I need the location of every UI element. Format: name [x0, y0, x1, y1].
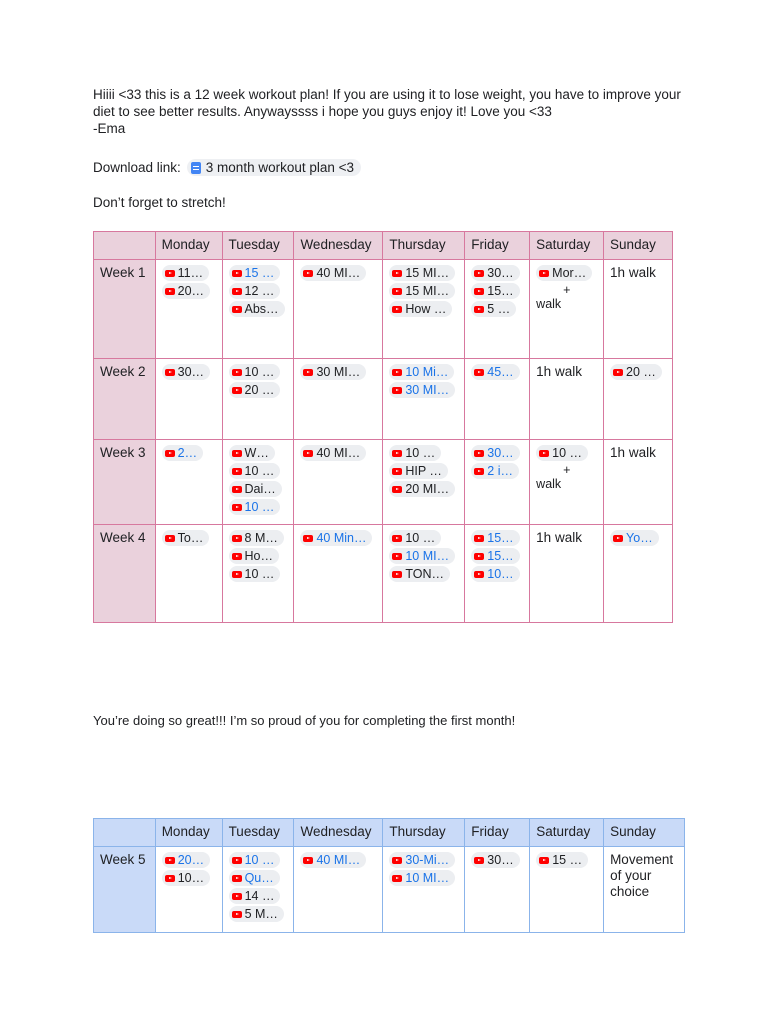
- day-cell: [222, 847, 294, 933]
- youtube-video-chip[interactable]: [389, 445, 441, 461]
- youtube-video-chip[interactable]: [229, 530, 284, 546]
- youtube-icon: [474, 857, 484, 864]
- youtube-icon: [165, 857, 175, 864]
- youtube-icon: [392, 486, 402, 493]
- youtube-video-chip[interactable]: [229, 283, 281, 299]
- video-title: 20 …: [244, 383, 275, 397]
- video-title: 30 MI…: [316, 365, 361, 379]
- day-cell: [530, 260, 604, 359]
- day-cell: [383, 525, 465, 623]
- youtube-icon: [392, 468, 402, 475]
- youtube-video-chip[interactable]: [162, 265, 209, 281]
- video-title: 20…: [177, 284, 205, 298]
- youtube-icon: [165, 875, 175, 882]
- youtube-icon: [474, 553, 484, 560]
- day-cell: [465, 359, 530, 440]
- week-row: [94, 847, 685, 933]
- youtube-video-chip[interactable]: [536, 445, 588, 461]
- youtube-icon: [232, 486, 242, 493]
- youtube-video-chip[interactable]: [162, 445, 203, 461]
- day-header: Saturday: [530, 232, 604, 260]
- youtube-icon: [232, 553, 242, 560]
- video-title: W…: [244, 446, 269, 460]
- youtube-icon: [474, 535, 484, 542]
- youtube-video-chip[interactable]: [471, 566, 519, 582]
- youtube-icon: [474, 306, 484, 313]
- day-cell: [465, 440, 530, 525]
- video-title: Qu…: [244, 871, 274, 885]
- activity-text: Movement of your choice: [610, 852, 674, 899]
- youtube-video-chip[interactable]: [229, 548, 279, 564]
- youtube-icon: [232, 369, 242, 376]
- video-title: 10 MI…: [405, 549, 450, 563]
- video-title: 10 …: [405, 446, 436, 460]
- header-row: [94, 232, 673, 260]
- youtube-icon: [539, 450, 549, 457]
- youtube-video-chip[interactable]: [471, 301, 516, 317]
- day-header: Friday: [465, 819, 530, 847]
- youtube-video-chip[interactable]: [162, 283, 210, 299]
- youtube-icon: [232, 504, 242, 511]
- day-cell: [155, 359, 222, 440]
- youtube-video-chip[interactable]: [471, 265, 519, 281]
- day-cell: [222, 260, 294, 359]
- video-title: How …: [405, 302, 447, 316]
- day-header: Thursday: [383, 232, 465, 260]
- youtube-video-chip[interactable]: [389, 382, 455, 398]
- day-cell: [530, 440, 604, 525]
- walk-text: walk: [536, 297, 562, 311]
- video-title: 40 MI…: [316, 446, 361, 460]
- video-title: 30-Mi…: [405, 853, 450, 867]
- day-cell: [294, 260, 383, 359]
- month1-table: [93, 231, 673, 623]
- video-title: 30…: [487, 266, 514, 280]
- activity-text: 1h walk: [536, 530, 582, 545]
- youtube-icon: [232, 270, 242, 277]
- video-title: 10…: [177, 871, 205, 885]
- day-cell: [383, 359, 465, 440]
- youtube-video-chip[interactable]: [471, 463, 519, 479]
- youtube-icon: [165, 369, 175, 376]
- download-row: [93, 159, 361, 176]
- video-title: 15 …: [552, 853, 583, 867]
- week-row: [94, 440, 673, 525]
- doc-link-label: 3 month workout plan <3: [205, 160, 355, 175]
- corner-cell: [94, 819, 156, 847]
- walk-text: walk: [536, 477, 562, 491]
- youtube-video-chip[interactable]: [229, 265, 281, 281]
- youtube-video-chip[interactable]: [610, 364, 662, 380]
- youtube-icon: [232, 535, 242, 542]
- youtube-icon: [232, 450, 242, 457]
- youtube-video-chip[interactable]: [162, 852, 210, 868]
- youtube-video-chip[interactable]: [389, 364, 454, 380]
- video-title: Dai…: [244, 482, 276, 496]
- week-label: Week 4: [94, 525, 156, 623]
- youtube-icon: [613, 369, 623, 376]
- youtube-icon: [165, 288, 175, 295]
- youtube-video-chip[interactable]: [162, 530, 210, 546]
- video-title: 5 …: [487, 302, 511, 316]
- video-title: 30…: [177, 365, 205, 379]
- video-title: 30…: [487, 853, 514, 867]
- video-title: 15 …: [244, 266, 275, 280]
- video-title: 11…: [177, 266, 204, 280]
- video-title: 15…: [487, 284, 514, 298]
- youtube-video-chip[interactable]: [300, 852, 366, 868]
- video-title: 40 MI…: [316, 853, 361, 867]
- day-header: Tuesday: [222, 232, 294, 260]
- youtube-video-chip[interactable]: [389, 283, 455, 299]
- video-title: 2…: [177, 446, 198, 460]
- youtube-video-chip[interactable]: [389, 463, 448, 479]
- day-header: Friday: [465, 232, 530, 260]
- youtube-icon: [232, 387, 242, 394]
- youtube-video-chip[interactable]: [300, 445, 366, 461]
- video-title: 10 …: [244, 464, 275, 478]
- video-title: 40 Min…: [316, 531, 367, 545]
- activity-text: 1h walk: [610, 445, 656, 460]
- video-title: 10 Mi…: [405, 365, 449, 379]
- youtube-icon: [392, 875, 402, 882]
- day-cell: [530, 525, 604, 623]
- video-title: 20 MI…: [405, 482, 450, 496]
- youtube-video-chip[interactable]: [300, 265, 366, 281]
- intro-text: [93, 86, 683, 137]
- video-title: 14 …: [244, 889, 275, 903]
- youtube-icon: [539, 857, 549, 864]
- youtube-icon: [474, 270, 484, 277]
- corner-cell: [94, 232, 156, 260]
- video-title: 45…: [487, 365, 514, 379]
- youtube-video-chip[interactable]: [229, 445, 275, 461]
- week-row: [94, 359, 673, 440]
- video-title: 5 M…: [244, 907, 278, 921]
- youtube-video-chip[interactable]: [389, 481, 455, 497]
- youtube-video-chip[interactable]: [471, 283, 519, 299]
- youtube-video-chip[interactable]: [229, 566, 281, 582]
- youtube-video-chip[interactable]: [162, 364, 210, 380]
- youtube-video-chip[interactable]: [471, 445, 519, 461]
- week-label: Week 3: [94, 440, 156, 525]
- day-cell: [383, 847, 465, 933]
- intro-paragraph: Hiiii <33 this is a 12 week workout plan! If you are using it to lose weight, you have to improve your diet to see better results. Anywayssss i hope you guys enjoy it! Love you <33: [93, 87, 681, 119]
- plus-sign: +: [563, 283, 571, 297]
- plus-sign: +: [563, 463, 571, 477]
- youtube-icon: [474, 571, 484, 578]
- video-title: 30 MI…: [405, 383, 450, 397]
- video-title: 10 …: [552, 446, 583, 460]
- encouragement-text: You’re doing so great!!! I’m so proud of you for completing the first month!: [93, 713, 516, 728]
- day-header: Monday: [155, 232, 222, 260]
- video-title: Ho…: [244, 549, 273, 563]
- day-header: Wednesday: [294, 819, 383, 847]
- video-title: To…: [177, 531, 204, 545]
- youtube-video-chip[interactable]: [229, 463, 281, 479]
- day-header: Thursday: [383, 819, 465, 847]
- youtube-icon: [303, 369, 313, 376]
- youtube-video-chip[interactable]: [471, 364, 519, 380]
- youtube-video-chip[interactable]: [471, 530, 519, 546]
- video-title: 20 …: [626, 365, 656, 379]
- youtube-icon: [165, 535, 175, 542]
- day-cell: [294, 359, 383, 440]
- video-title: 12 …: [244, 284, 275, 298]
- youtube-video-chip[interactable]: [389, 530, 441, 546]
- youtube-video-chip[interactable]: [471, 852, 519, 868]
- youtube-icon: [303, 535, 313, 542]
- youtube-icon: [232, 893, 242, 900]
- youtube-icon: [474, 450, 484, 457]
- youtube-video-chip[interactable]: [610, 530, 659, 546]
- video-title: 10 …: [244, 365, 275, 379]
- youtube-video-chip[interactable]: [229, 888, 281, 904]
- youtube-video-chip[interactable]: [300, 530, 372, 546]
- day-cell: [294, 525, 383, 623]
- youtube-icon: [232, 875, 242, 882]
- day-cell: [155, 847, 222, 933]
- video-title: 15 MI…: [405, 284, 450, 298]
- activity-text: 1h walk: [536, 364, 582, 379]
- google-docs-icon: [191, 162, 201, 174]
- video-title: 10…: [487, 567, 514, 581]
- youtube-icon: [474, 288, 484, 295]
- activity-text: 1h walk: [610, 265, 656, 280]
- day-header: Sunday: [604, 819, 685, 847]
- day-header: Sunday: [604, 232, 673, 260]
- day-header: Tuesday: [222, 819, 294, 847]
- download-label: Download link:: [93, 160, 181, 175]
- youtube-video-chip[interactable]: [389, 852, 455, 868]
- day-cell: [530, 359, 604, 440]
- day-cell: [465, 847, 530, 933]
- day-cell: [294, 847, 383, 933]
- video-title: Mor…: [552, 266, 587, 280]
- youtube-icon: [303, 857, 313, 864]
- header-row: [94, 819, 685, 847]
- day-cell: [294, 440, 383, 525]
- week-label: Week 1: [94, 260, 156, 359]
- stretch-note: Don’t forget to stretch!: [93, 195, 226, 210]
- youtube-video-chip[interactable]: [229, 382, 281, 398]
- youtube-icon: [165, 270, 175, 277]
- youtube-icon: [232, 468, 242, 475]
- youtube-video-chip[interactable]: [389, 265, 455, 281]
- doc-link-chip[interactable]: [187, 159, 361, 176]
- youtube-icon: [165, 450, 175, 457]
- day-cell: [383, 440, 465, 525]
- video-title: 10 …: [244, 853, 275, 867]
- youtube-icon: [392, 857, 402, 864]
- video-title: 15 MI…: [405, 266, 450, 280]
- video-title: 10 …: [244, 567, 275, 581]
- youtube-icon: [392, 571, 402, 578]
- video-title: 40 MI…: [316, 266, 361, 280]
- youtube-icon: [232, 288, 242, 295]
- video-title: 10 …: [405, 531, 436, 545]
- video-title: 30…: [487, 446, 514, 460]
- day-cell: [604, 440, 673, 525]
- youtube-video-chip[interactable]: [229, 852, 281, 868]
- day-cell: [222, 525, 294, 623]
- intro-signature: -Ema: [93, 121, 126, 136]
- video-title: Yo…: [626, 531, 653, 545]
- video-title: Abs…: [244, 302, 279, 316]
- week-label: Week 2: [94, 359, 156, 440]
- day-header: Wednesday: [294, 232, 383, 260]
- day-cell: [604, 260, 673, 359]
- youtube-icon: [232, 571, 242, 578]
- month2-table: [93, 818, 685, 933]
- day-cell: [604, 525, 673, 623]
- youtube-video-chip[interactable]: [162, 870, 210, 886]
- youtube-icon: [539, 270, 549, 277]
- day-cell: [155, 440, 222, 525]
- youtube-video-chip[interactable]: [389, 566, 450, 582]
- youtube-video-chip[interactable]: [389, 548, 455, 564]
- video-title: HIP …: [405, 464, 442, 478]
- youtube-video-chip[interactable]: [389, 870, 455, 886]
- youtube-icon: [392, 369, 402, 376]
- video-title: 8 M…: [244, 531, 278, 545]
- video-title: 20…: [177, 853, 205, 867]
- day-cell: [604, 847, 685, 933]
- video-title: 2 i…: [487, 464, 513, 478]
- youtube-icon: [303, 270, 313, 277]
- youtube-video-chip[interactable]: [471, 548, 519, 564]
- youtube-video-chip[interactable]: [229, 499, 281, 515]
- video-title: 10 MI…: [405, 871, 450, 885]
- video-title: 15…: [487, 531, 514, 545]
- youtube-icon: [303, 450, 313, 457]
- youtube-video-chip[interactable]: [229, 870, 280, 886]
- youtube-video-chip[interactable]: [536, 852, 588, 868]
- video-title: 15…: [487, 549, 514, 563]
- video-title: TON…: [405, 567, 445, 581]
- youtube-icon: [232, 306, 242, 313]
- week-row: [94, 525, 673, 623]
- youtube-icon: [392, 553, 402, 560]
- youtube-video-chip[interactable]: [300, 364, 366, 380]
- youtube-icon: [392, 306, 402, 313]
- youtube-video-chip[interactable]: [229, 301, 285, 317]
- youtube-icon: [474, 468, 484, 475]
- youtube-icon: [613, 535, 623, 542]
- day-cell: [383, 260, 465, 359]
- youtube-icon: [392, 387, 402, 394]
- day-cell: [465, 525, 530, 623]
- week-label: Week 5: [94, 847, 156, 933]
- day-cell: [604, 359, 673, 440]
- youtube-video-chip[interactable]: [536, 265, 592, 281]
- youtube-icon: [392, 535, 402, 542]
- week-row: [94, 260, 673, 359]
- day-cell: [155, 260, 222, 359]
- day-cell: [465, 260, 530, 359]
- youtube-icon: [232, 911, 242, 918]
- youtube-icon: [232, 857, 242, 864]
- day-cell: [530, 847, 604, 933]
- youtube-icon: [392, 288, 402, 295]
- day-cell: [155, 525, 222, 623]
- day-header: Saturday: [530, 819, 604, 847]
- youtube-icon: [474, 369, 484, 376]
- youtube-video-chip[interactable]: [229, 364, 281, 380]
- youtube-video-chip[interactable]: [229, 481, 282, 497]
- youtube-icon: [392, 270, 402, 277]
- day-cell: [222, 440, 294, 525]
- youtube-video-chip[interactable]: [389, 301, 452, 317]
- day-cell: [222, 359, 294, 440]
- video-title: 10 …: [244, 500, 275, 514]
- day-header: Monday: [155, 819, 222, 847]
- youtube-icon: [392, 450, 402, 457]
- youtube-video-chip[interactable]: [229, 906, 284, 922]
